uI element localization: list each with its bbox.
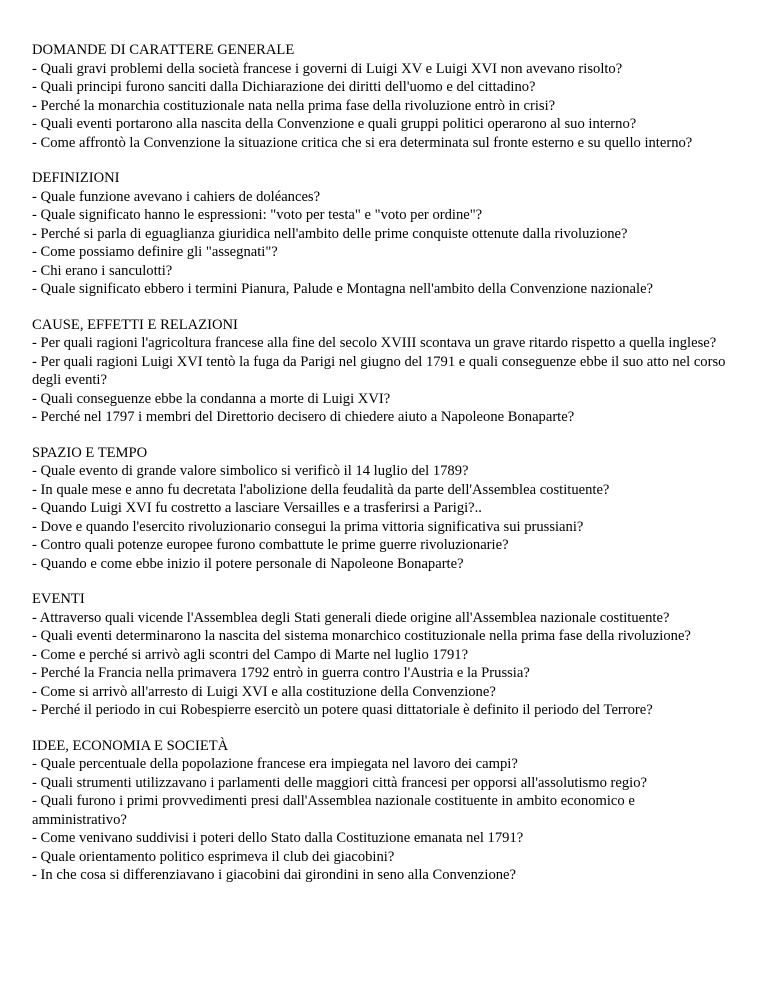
question-item: - Perché la monarchia costituzionale nata nella prima fase della rivoluzione entrò in crisi? [32,97,556,114]
question-item: - Come e perché si arrivò agli scontri del Campo di Marte nel luglio 1791? [32,646,469,663]
section-title: CAUSE, EFFETTI E RELAZIONI [32,316,238,333]
question-item: - Come affrontò la Convenzione la situazione critica che si era determinata sul fronte esterno e su quello interno? [32,134,693,151]
question-item: - Quale significato ebbero i termini Pianura, Palude e Montagna nell'ambito della Convenzione nazionale? [32,281,654,297]
question-item: - Per quali ragioni Luigi XVI tentò la fuga da Parigi nel giugno del 1791 e quali conseguenze ebbe il suo atto nel corso degli eventi? [32,353,726,388]
question-item: - Quali conseguenze ebbe la condanna a morte di Luigi XVI? [32,390,391,407]
question-item: - Quali strumenti utilizzavano i parlamenti delle maggiori città francesi per opporsi all'assolutismo regio? [32,774,647,791]
question-item: - Quali eventi portarono alla nascita della Convenzione e quali gruppi politici operarono al suo interno? [32,116,637,132]
question-item: - Quali eventi determinarono la nascita del sistema monarchico costituzionale nella prima fase della rivoluzione? [32,628,691,644]
section-title: DEFINIZIONI [32,170,120,186]
question-item: - Come si arrivò all'arresto di Luigi XVI e alla costituzione della Convenzione? [32,683,496,700]
question-item: - Quale evento di grande valore simbolico si verificò il 14 luglio del 1789? [32,463,469,479]
section-eventi [32,590,732,720]
question-item: - Perché nel 1797 i membri del Direttorio decisero di chiedere aiuto a Napoleone Bonaparte? [32,409,575,425]
section-cause-effetti [32,316,732,427]
question-item: - Attraverso quali vicende l'Assemblea degli Stati generali diede origine all'Assemblea nazionale costituente? [32,609,670,626]
question-item: - Come venivano suddivisi i poteri dello Stato dalla Costituzione emanata nel 1791? [32,830,524,846]
question-item: - Quando Luigi XVI fu costretto a lasciare Versailles e a trasferirsi a Parigi?.. [32,500,482,516]
section-definizioni [32,169,732,299]
question-item: - Quale significato hanno le espressioni: "voto per testa" e "voto per ordine"? [32,207,483,223]
question-item: - Quale orientamento politico esprimeva il club dei giacobini? [32,848,395,865]
question-item: - Quali principi furono sanciti dalla Dichiarazione dei diritti dell'uomo e del cittadino? [32,79,536,95]
question-item: - Chi erano i sanculotti? [32,262,173,279]
section-title: SPAZIO E TEMPO [32,444,148,461]
question-item: - Quali gravi problemi della società francese i governi di Luigi XV e Luigi XVI non avevano risolto? [32,60,623,77]
question-item: - Perché si parla di eguaglianza giuridica nell'ambito delle prime conquiste ottenute dalla rivoluzione? [32,225,628,242]
question-item: - Perché il periodo in cui Robespierre esercitò un potere quasi dittatoriale è definito il periodo del Terrore? [32,702,653,718]
question-item: - Quando e come ebbe inizio il potere personale di Napoleone Bonaparte? [32,555,464,572]
question-item: - Quale percentuale della popolazione francese era impiegata nel lavoro dei campi? [32,756,518,772]
section-idee-economia [32,737,732,885]
question-item: - In che cosa si differenziavano i giacobini dai girondini in seno alla Convenzione? [32,867,517,883]
section-title: EVENTI [32,591,85,607]
question-item: - Contro quali potenze europee furono combattute le prime guerre rivoluzionarie? [32,537,509,553]
question-item: - Quali furono i primi provvedimenti presi dall'Assemblea nazionale costituente in ambito economico e amministrativo? [32,793,635,828]
question-item: - Quale funzione avevano i cahiers de doléances? [32,188,321,205]
question-item: - In quale mese e anno fu decretata l'abolizione della feudalità da parte dell'Assemblea costituente? [32,481,610,498]
question-item: - Perché la Francia nella primavera 1792 entrò in guerra contro l'Austria e la Prussia? [32,665,530,681]
section-domande-generali [32,41,732,152]
question-item: - Come possiamo definire gli "assegnati"? [32,244,278,260]
section-title: IDEE, ECONOMIA E SOCIETÀ [32,737,229,754]
question-item: - Dove e quando l'esercito rivoluzionario consegui la prima vittoria significativa sui prussiani? [32,518,584,535]
section-spazio-tempo [32,444,732,574]
question-item: - Per quali ragioni l'agricoltura francese alla fine del secolo XVIII scontava un grave ritardo rispetto a quella inglese? [32,335,717,351]
section-title: DOMANDE DI CARATTERE GENERALE [32,42,295,58]
document-body [32,41,732,902]
